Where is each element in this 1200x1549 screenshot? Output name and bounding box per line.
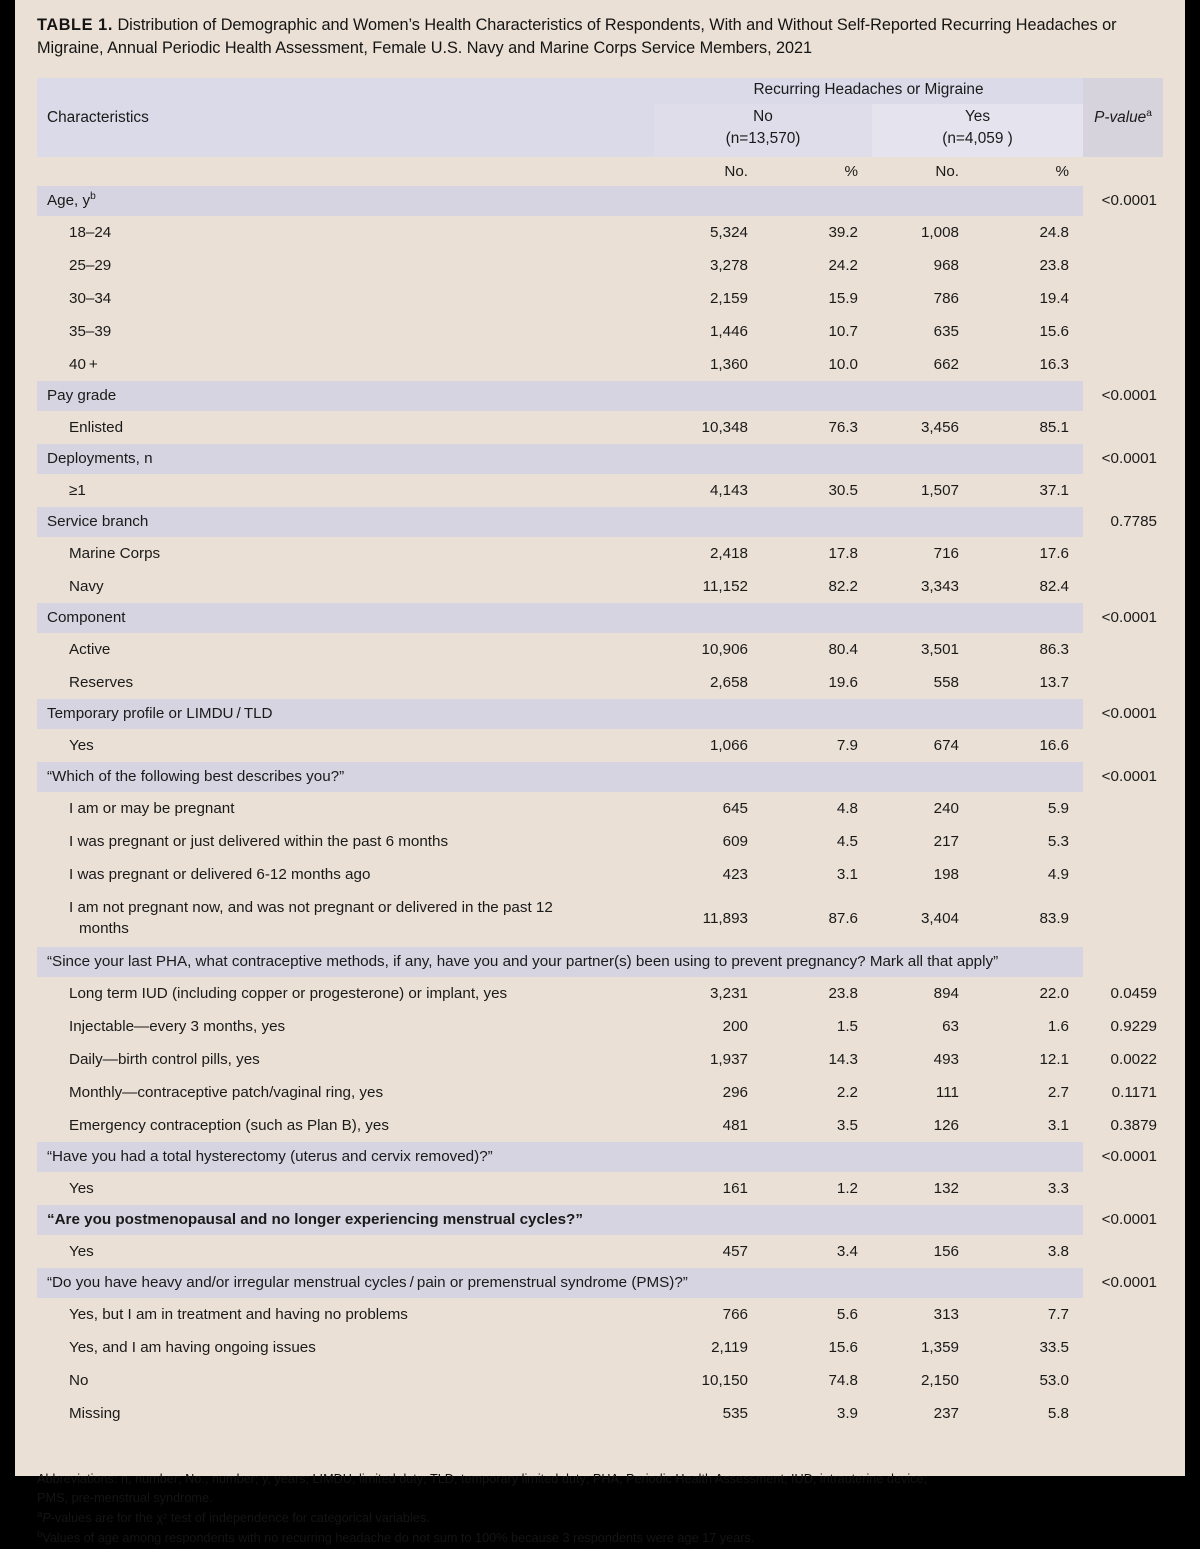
row-yes-count: 63 xyxy=(942,1017,959,1035)
row-label: Long term IUD (including copper or progesterone) or implant, yes xyxy=(69,984,508,1002)
row-label: I am not pregnant now, and was not pregnant or delivered in the past 12 months xyxy=(37,891,654,947)
row-yes-percent: 5.3 xyxy=(1047,832,1069,850)
row-yes-percent: 1.6 xyxy=(1047,1017,1069,1035)
row-yes-percent: 37.1 xyxy=(1039,481,1069,499)
section-row xyxy=(37,444,1163,474)
table-row xyxy=(37,1043,1163,1076)
section-row xyxy=(37,186,1163,216)
row-yes-count: 968 xyxy=(933,256,959,274)
row-yes-count: 237 xyxy=(933,1404,959,1422)
row-pvalue xyxy=(1083,474,1163,507)
header-characteristics: Characteristics xyxy=(37,78,654,157)
row-yes-percent: 53.0 xyxy=(1039,1371,1069,1389)
section-pvalue: <0.0001 xyxy=(1083,1268,1163,1298)
table-row xyxy=(37,282,1163,315)
row-pvalue: 0.3879 xyxy=(1110,1116,1157,1134)
section-row xyxy=(37,507,1163,537)
row-no-count: 609 xyxy=(722,832,748,850)
section-label: “Which of the following best describes you?” xyxy=(37,762,1083,792)
row-no-percent: 5.6 xyxy=(836,1305,858,1323)
row-label: Yes xyxy=(69,1242,94,1260)
row-pvalue xyxy=(1083,825,1163,858)
row-label: Yes, and I am having ongoing issues xyxy=(69,1338,316,1356)
row-no-percent: 76.3 xyxy=(828,418,858,436)
header-group-yes-label: Yes xyxy=(964,108,991,126)
page-title xyxy=(37,14,1163,60)
header-group-no-label: No xyxy=(753,108,773,126)
row-no-count: 2,418 xyxy=(709,544,748,562)
row-pvalue xyxy=(1083,570,1163,603)
table-row xyxy=(37,1172,1163,1205)
table-row xyxy=(37,1076,1163,1109)
section-pvalue: <0.0001 xyxy=(1083,444,1163,474)
row-no-percent: 4.5 xyxy=(836,832,858,850)
section-row xyxy=(37,1205,1163,1235)
row-yes-count: 2,150 xyxy=(920,1371,959,1389)
row-pvalue xyxy=(1083,1331,1163,1364)
table-row xyxy=(37,249,1163,282)
row-label: ≥1 xyxy=(69,481,86,499)
row-yes-percent: 13.7 xyxy=(1039,673,1069,691)
row-no-percent: 74.8 xyxy=(828,1371,858,1389)
table-row xyxy=(37,1364,1163,1397)
row-no-count: 296 xyxy=(722,1083,748,1101)
row-yes-count: 1,507 xyxy=(920,481,959,499)
table-title-text: Distribution of Demographic and Women’s Health Characteristics of Respondents, With and Without Self-Reported Recurring Headaches or Migraine, Annual Periodic Health Assessment, Female U.S. Navy and Marine Corps Service Members, 2021 xyxy=(37,16,1117,58)
row-label: Missing xyxy=(69,1404,121,1422)
row-no-percent: 80.4 xyxy=(828,640,858,658)
subheader-pct-2: % xyxy=(973,157,1083,186)
row-no-percent: 7.9 xyxy=(836,736,858,754)
row-yes-count: 674 xyxy=(933,736,959,754)
section-row xyxy=(37,762,1163,792)
row-no-percent: 10.0 xyxy=(828,355,858,373)
row-pvalue: 0.0459 xyxy=(1110,984,1157,1002)
section-row xyxy=(37,1268,1163,1298)
footnote-a xyxy=(37,1509,1163,1529)
row-no-percent: 23.8 xyxy=(828,984,858,1002)
row-yes-percent: 24.8 xyxy=(1039,223,1069,241)
table-row xyxy=(37,411,1163,444)
row-yes-percent: 5.8 xyxy=(1047,1404,1069,1422)
row-no-percent: 15.9 xyxy=(828,289,858,307)
section-pvalue: <0.0001 xyxy=(1083,381,1163,411)
table-row xyxy=(37,858,1163,891)
row-pvalue xyxy=(1083,729,1163,762)
row-no-count: 457 xyxy=(722,1242,748,1260)
section-label: Deployments, n xyxy=(37,444,1083,474)
section-row xyxy=(37,947,1163,977)
row-label: Emergency contraception (such as Plan B), yes xyxy=(69,1116,389,1134)
row-no-count: 10,348 xyxy=(701,418,748,436)
row-label: Enlisted xyxy=(69,418,124,436)
row-no-count: 5,324 xyxy=(709,223,748,241)
row-no-count: 161 xyxy=(722,1179,748,1197)
section-label: Age, $y^b$ xyxy=(37,186,1083,216)
row-label-continuation: months xyxy=(79,919,129,937)
row-yes-count: 662 xyxy=(933,355,959,373)
row-yes-percent: 82.4 xyxy=(1039,577,1069,595)
row-pvalue xyxy=(1083,891,1163,947)
row-yes-percent: 12.1 xyxy=(1039,1050,1069,1068)
row-pvalue xyxy=(1083,1235,1163,1268)
row-yes-percent: 5.9 xyxy=(1047,799,1069,817)
row-no-count: 1,446 xyxy=(709,322,748,340)
row-no-percent: 2.2 xyxy=(836,1083,858,1101)
row-no-count: 2,658 xyxy=(709,673,748,691)
row-no-percent: 10.7 xyxy=(828,322,858,340)
table-row xyxy=(37,315,1163,348)
section-row xyxy=(37,1142,1163,1172)
footnote-b-marker: b xyxy=(37,1527,43,1539)
row-no-count: 1,066 xyxy=(709,736,748,754)
section-pvalue: <0.0001 xyxy=(1083,186,1163,216)
row-no-count: 10,150 xyxy=(701,1371,748,1389)
row-yes-percent: 86.3 xyxy=(1039,640,1069,658)
row-no-count: 4,143 xyxy=(709,481,748,499)
table-body xyxy=(37,186,1163,1430)
section-label: “Have you had a total hysterectomy (uterus and cervix removed)?” xyxy=(37,1142,1083,1172)
row-yes-count: 313 xyxy=(933,1305,959,1323)
row-label: Reserves xyxy=(69,673,134,691)
row-no-count: 766 xyxy=(722,1305,748,1323)
row-pvalue xyxy=(1083,282,1163,315)
row-yes-percent: 85.1 xyxy=(1039,418,1069,436)
table-head xyxy=(37,78,1163,186)
section-label: Pay grade xyxy=(37,381,1083,411)
table-row xyxy=(37,216,1163,249)
row-label: 18–24 xyxy=(69,223,112,241)
row-pvalue xyxy=(1083,348,1163,381)
row-no-count: 3,278 xyxy=(709,256,748,274)
row-yes-percent: 16.3 xyxy=(1039,355,1069,373)
header-group-no xyxy=(654,104,872,157)
header-group-no-count: (n=13,570) xyxy=(725,129,801,147)
row-label: Yes xyxy=(69,736,94,754)
table-row xyxy=(37,1298,1163,1331)
section-label: Component xyxy=(37,603,1083,633)
table-row xyxy=(37,666,1163,699)
row-yes-count: 3,343 xyxy=(920,577,959,595)
section-label: Service branch xyxy=(37,507,1083,537)
row-label: Injectable—every 3 months, yes xyxy=(69,1017,286,1035)
row-pvalue xyxy=(1083,792,1163,825)
subheader-blank xyxy=(37,157,654,186)
section-pvalue: 0.7785 xyxy=(1083,507,1163,537)
row-yes-count: 217 xyxy=(933,832,959,850)
footnote-b-text: Values of age among respondents with no recurring headache do not sum to 100% because 3 respondents were age 17 years. xyxy=(42,1530,755,1545)
row-yes-count: 198 xyxy=(933,865,959,883)
row-label: 35–39 xyxy=(69,322,112,340)
table-row xyxy=(37,474,1163,507)
row-yes-count: 3,456 xyxy=(920,418,959,436)
row-pvalue xyxy=(1083,1172,1163,1205)
table-row xyxy=(37,825,1163,858)
row-no-count: 11,893 xyxy=(702,910,748,928)
row-yes-percent: 7.7 xyxy=(1047,1305,1069,1323)
row-yes-count: 3,404 xyxy=(920,910,959,928)
row-yes-count: 493 xyxy=(933,1050,959,1068)
row-no-percent: 1.2 xyxy=(836,1179,858,1197)
row-no-count: 645 xyxy=(722,799,748,817)
row-label: Yes, but I am in treatment and having no problems xyxy=(69,1305,408,1323)
row-yes-count: 156 xyxy=(933,1242,959,1260)
row-yes-percent: 4.9 xyxy=(1047,865,1069,883)
row-yes-count: 3,501 xyxy=(920,640,959,658)
row-pvalue xyxy=(1083,411,1163,444)
table-row xyxy=(37,1010,1163,1043)
table-row xyxy=(37,729,1163,762)
row-yes-count: 1,359 xyxy=(920,1338,959,1356)
row-yes-count: 126 xyxy=(933,1116,959,1134)
section-row xyxy=(37,699,1163,729)
row-pvalue: 0.1171 xyxy=(1111,1083,1157,1101)
section-pvalue: <0.0001 xyxy=(1083,1205,1163,1235)
footnote-abbrev-line2: PMS, pre-menstrual syndrome. xyxy=(37,1491,213,1506)
table-row xyxy=(37,792,1163,825)
header-pvalue-italic: P-value xyxy=(1094,108,1147,126)
row-yes-percent: 17.6 xyxy=(1039,544,1069,562)
row-yes-count: 635 xyxy=(933,322,959,340)
row-yes-count: 894 xyxy=(933,984,959,1002)
row-no-count: 535 xyxy=(722,1404,748,1422)
header-group-yes-count: (n=4,059 ) xyxy=(942,129,1013,147)
footnotes xyxy=(37,1470,1163,1549)
row-no-percent: 87.6 xyxy=(828,910,858,928)
header-group-yes xyxy=(872,104,1083,157)
header-row-subcols xyxy=(37,157,1163,186)
table-row xyxy=(37,891,1163,947)
section-pvalue xyxy=(1083,947,1163,977)
row-pvalue xyxy=(1083,666,1163,699)
row-pvalue: 0.0022 xyxy=(1110,1050,1157,1068)
section-label: Temporary profile or LIMDU / TLD xyxy=(37,699,1083,729)
row-yes-count: 716 xyxy=(933,544,959,562)
section-row xyxy=(37,603,1163,633)
table-row xyxy=(37,570,1163,603)
row-no-percent: 39.2 xyxy=(828,223,858,241)
row-no-count: 200 xyxy=(722,1017,748,1035)
table-row xyxy=(37,348,1163,381)
row-label: Daily—birth control pills, yes xyxy=(69,1050,260,1068)
table-row xyxy=(37,1397,1163,1430)
row-yes-percent: 3.3 xyxy=(1047,1179,1069,1197)
table-row xyxy=(37,1235,1163,1268)
row-no-count: 423 xyxy=(722,865,748,883)
row-yes-percent: 83.9 xyxy=(1039,910,1069,928)
table-row xyxy=(37,1331,1163,1364)
section-label: “Since your last PHA, what contraceptive methods, if any, have you and your partner(s) been using to prevent pregnancy? Mark all that apply” xyxy=(37,947,1083,977)
footnote-a-italic: P xyxy=(42,1511,51,1526)
row-label: Monthly—contraceptive patch/vaginal ring, yes xyxy=(69,1083,384,1101)
header-group-span: Recurring Headaches or Migraine xyxy=(654,78,1083,104)
row-label: Yes xyxy=(69,1179,94,1197)
subheader-pct-1: % xyxy=(762,157,872,186)
subheader-no-1: No. xyxy=(654,157,762,186)
row-no-count: 11,152 xyxy=(702,577,748,595)
row-no-percent: 82.2 xyxy=(828,577,858,595)
table-row xyxy=(37,633,1163,666)
row-pvalue xyxy=(1083,537,1163,570)
row-yes-percent: 22.0 xyxy=(1039,984,1069,1002)
row-no-count: 2,119 xyxy=(711,1338,748,1356)
row-yes-percent: 16.6 xyxy=(1039,736,1069,754)
row-label: I was pregnant or delivered 6-12 months ago xyxy=(69,865,371,883)
row-no-percent: 15.6 xyxy=(828,1338,858,1356)
row-yes-count: 111 xyxy=(935,1083,959,1101)
section-pvalue: <0.0001 xyxy=(1083,603,1163,633)
section-pvalue: <0.0001 xyxy=(1083,699,1163,729)
header-pvalue-superscript: a xyxy=(1146,107,1152,119)
row-no-percent: 3.4 xyxy=(836,1242,858,1260)
row-yes-count: 558 xyxy=(933,673,959,691)
footnote-a-text: -values are for the χ² test of independence for categorical variables. xyxy=(50,1511,430,1526)
table-row xyxy=(37,537,1163,570)
table-sheet xyxy=(15,0,1185,1545)
table-row xyxy=(37,977,1163,1010)
subheader-no-2: No. xyxy=(872,157,973,186)
row-no-percent: 24.2 xyxy=(828,256,858,274)
section-pvalue: <0.0001 xyxy=(1083,762,1163,792)
row-pvalue xyxy=(1083,1397,1163,1430)
row-no-count: 3,231 xyxy=(709,984,748,1002)
row-no-percent: 1.5 xyxy=(836,1017,858,1035)
row-no-count: 481 xyxy=(722,1116,748,1134)
row-pvalue xyxy=(1083,1364,1163,1397)
row-no-percent: 14.3 xyxy=(828,1050,858,1068)
header-row-span xyxy=(37,78,1163,104)
row-label: 25–29 xyxy=(69,256,112,274)
row-label: 30–34 xyxy=(69,289,112,307)
table-row xyxy=(37,1109,1163,1142)
row-label: Marine Corps xyxy=(69,544,161,562)
row-yes-percent: 23.8 xyxy=(1039,256,1069,274)
row-yes-percent: 15.6 xyxy=(1039,322,1069,340)
row-no-percent: 17.8 xyxy=(828,544,858,562)
row-no-percent: 3.1 xyxy=(836,865,858,883)
row-pvalue xyxy=(1083,858,1163,891)
row-yes-count: 240 xyxy=(933,799,959,817)
footnote-a-marker: a xyxy=(37,1507,43,1519)
row-yes-count: 132 xyxy=(933,1179,959,1197)
row-label: I am or may be pregnant xyxy=(69,799,235,817)
section-pvalue: <0.0001 xyxy=(1083,1142,1163,1172)
row-label: Active xyxy=(69,640,111,658)
row-label: I was pregnant or just delivered within the past 6 months xyxy=(69,832,449,850)
row-no-percent: 19.6 xyxy=(828,673,858,691)
row-no-percent: 3.5 xyxy=(836,1116,858,1134)
demographics-table xyxy=(37,78,1163,1430)
row-yes-percent: 3.8 xyxy=(1047,1242,1069,1260)
section-row xyxy=(37,381,1163,411)
section-label: “Are you postmenopausal and no longer experiencing menstrual cycles?” xyxy=(37,1205,1083,1235)
row-yes-percent: 3.1 xyxy=(1047,1116,1069,1134)
row-label: 40 + xyxy=(69,355,98,373)
subheader-pvalue-blank xyxy=(1083,157,1163,186)
row-pvalue: 0.9229 xyxy=(1110,1017,1157,1035)
row-pvalue xyxy=(1083,1298,1163,1331)
row-yes-count: 1,008 xyxy=(920,223,959,241)
row-yes-count: 786 xyxy=(933,289,959,307)
row-no-percent: 3.9 xyxy=(836,1404,858,1422)
row-yes-percent: 2.7 xyxy=(1047,1083,1069,1101)
section-label-superscript: b xyxy=(90,191,96,203)
row-yes-percent: 33.5 xyxy=(1039,1338,1069,1356)
row-pvalue xyxy=(1083,315,1163,348)
footnote-b xyxy=(37,1529,1163,1549)
row-pvalue xyxy=(1083,249,1163,282)
row-no-percent: 30.5 xyxy=(828,481,858,499)
row-label: Navy xyxy=(69,577,104,595)
row-label: No xyxy=(69,1371,89,1389)
row-no-count: 1,937 xyxy=(709,1050,748,1068)
row-yes-percent: 19.4 xyxy=(1039,289,1069,307)
table-number-label: TABLE 1. xyxy=(37,16,113,34)
section-label: “Do you have heavy and/or irregular menstrual cycles / pain or premenstrual syndrome (PMS)?” xyxy=(37,1268,1083,1298)
row-no-count: 2,159 xyxy=(709,289,748,307)
row-pvalue xyxy=(1083,216,1163,249)
footnote-abbrev-line1: Abbreviations: n, number; No., number; y, years; LIMDU, limited duty; TLD, temporary limited duty; PHA, Periodic Health Assessment; IUD, intrauterine device; xyxy=(37,1471,928,1486)
row-no-count: 10,906 xyxy=(701,640,748,658)
row-pvalue xyxy=(1083,633,1163,666)
row-no-count: 1,360 xyxy=(709,355,748,373)
row-no-percent: 4.8 xyxy=(836,799,858,817)
header-pvalue xyxy=(1083,78,1163,157)
